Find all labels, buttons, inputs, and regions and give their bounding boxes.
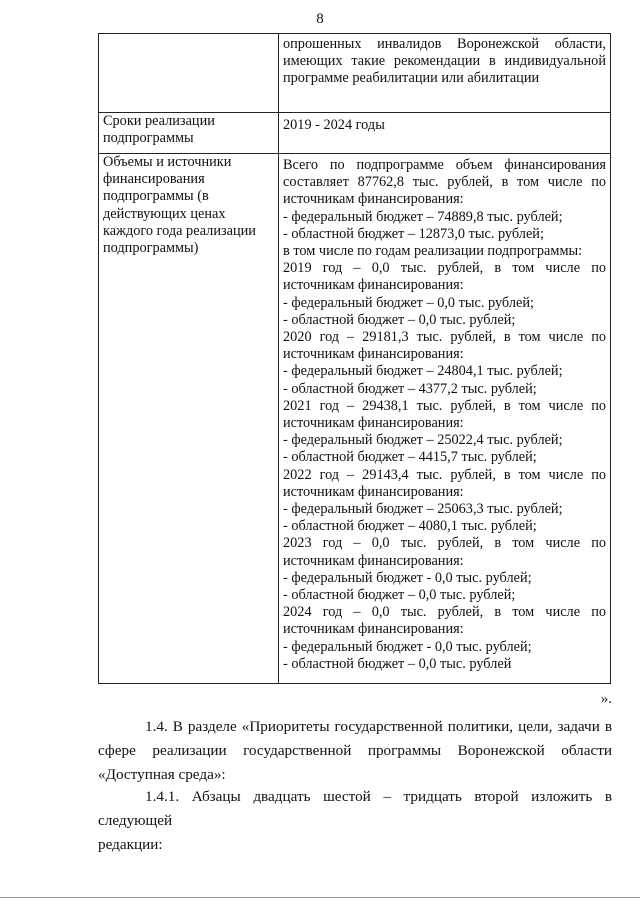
text-line: программе реабилитации или абилитации — [283, 70, 540, 87]
text-line: имеющих такие рекомендации в индивидуальной — [283, 53, 606, 70]
text-line: источникам финансирования: — [283, 621, 464, 638]
text-line: источникам финансирования: — [283, 483, 464, 500]
implementation-period: 2019 - 2024 годы — [283, 117, 385, 133]
text-line: источникам финансирования: — [283, 277, 464, 294]
text-line: подпрограммы — [103, 130, 194, 147]
subprogram-passport-table — [98, 33, 611, 684]
text-line: - федеральный бюджет - 0,0 тыс. рублей; — [283, 638, 532, 655]
text-line: 1.4. В разделе «Приоритеты государственной политики, цели, задачи в — [145, 718, 612, 735]
page-bottom-rule — [0, 897, 640, 898]
text-line: 2023 год – 0,0 тыс. рублей, в том числе по — [283, 535, 606, 552]
table-row — [99, 34, 611, 113]
text-line: каждого года реализации — [103, 222, 256, 239]
row-value — [279, 113, 611, 154]
text-line: - областной бюджет – 0,0 тыс. рублей — [283, 655, 512, 672]
text-line: источникам финансирования: — [283, 415, 464, 432]
paragraph-1-4 — [98, 715, 612, 787]
text-line: 2019 год – 0,0 тыс. рублей, в том числе по — [283, 260, 606, 277]
text-line: - областной бюджет – 4080,1 тыс. рублей; — [283, 518, 537, 535]
row-value — [279, 34, 611, 113]
text-line: подпрограммы (в — [103, 188, 209, 205]
text-line: 2021 год – 29438,1 тыс. рублей, в том числе по — [283, 397, 606, 414]
closing-quote: ». — [600, 691, 612, 707]
text-line: источникам финансирования: — [283, 346, 464, 363]
text-line: - федеральный бюджет – 24804,1 тыс. рублей; — [283, 363, 563, 380]
table-row — [99, 154, 611, 684]
text-line: подпрограммы) — [103, 240, 199, 257]
row-label — [99, 34, 279, 113]
text-line: - областной бюджет – 4377,2 тыс. рублей; — [283, 380, 537, 397]
text-line: 1.4.1. Абзацы двадцать шестой – тридцать второй изложить в следующей — [98, 788, 612, 829]
text-line: - федеральный бюджет – 0,0 тыс. рублей; — [283, 294, 534, 311]
text-line: - федеральный бюджет – 25063,3 тыс. рублей; — [283, 501, 563, 518]
text-line: 2020 год – 29181,3 тыс. рублей, в том числе по — [283, 329, 606, 346]
text-line: действующих ценах — [103, 205, 226, 222]
text-line: - федеральный бюджет – 25022,4 тыс. рублей; — [283, 432, 563, 449]
text-line: в том числе по годам реализации подпрограммы: — [283, 243, 583, 260]
text-line: редакции: — [98, 836, 163, 853]
page-number: 8 — [316, 11, 324, 27]
text-line: 2022 год – 29143,4 тыс. рублей, в том числе по — [283, 466, 606, 483]
text-line: - областной бюджет – 0,0 тыс. рублей; — [283, 587, 516, 604]
text-line: Объемы и источники — [103, 154, 232, 170]
text-line: 2024 год – 0,0 тыс. рублей, в том числе по — [283, 604, 606, 621]
row-label — [99, 154, 279, 684]
text-line: Всего по подпрограмме объем финансирования — [283, 157, 606, 173]
table-row — [99, 113, 611, 154]
text-line: - федеральный бюджет - 0,0 тыс. рублей; — [283, 569, 532, 586]
text-line: источникам финансирования: — [283, 191, 464, 208]
text-line: - областной бюджет – 0,0 тыс. рублей; — [283, 311, 516, 328]
financing-value — [279, 154, 611, 684]
text-line: источникам финансирования: — [283, 552, 464, 569]
text-line: - областной бюджет – 12873,0 тыс. рублей; — [283, 225, 544, 242]
text-line: - областной бюджет – 4415,7 тыс. рублей; — [283, 449, 537, 466]
text-line: сфере реализации государственной программы Воронежской области — [98, 742, 612, 759]
row-label — [99, 113, 279, 154]
text-line: «Доступная среда»: — [98, 766, 226, 783]
text-line: составляет 87762,8 тыс. рублей, в том числе по — [283, 174, 606, 191]
text-line: - федеральный бюджет – 74889,8 тыс. рублей; — [283, 208, 563, 225]
text-line: опрошенных инвалидов Воронежской области, — [283, 36, 606, 52]
text-line: Сроки реализации — [103, 113, 215, 129]
text-line: финансирования — [103, 171, 205, 188]
paragraph-1-4-1 — [98, 785, 612, 857]
